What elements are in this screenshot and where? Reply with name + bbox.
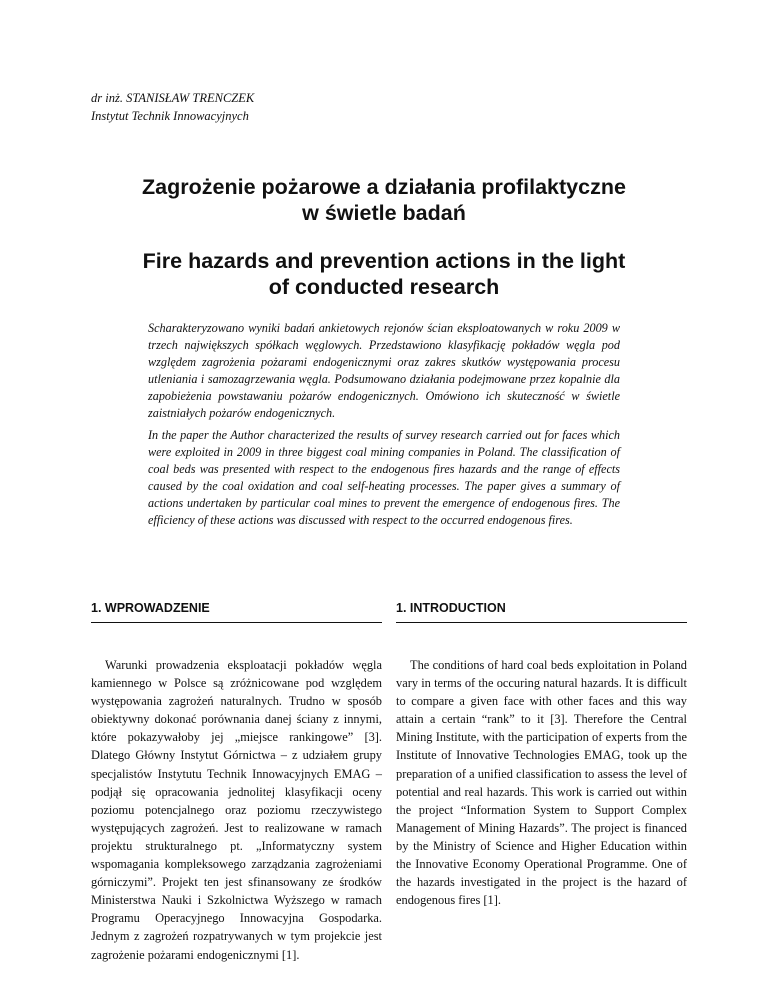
body-text-english xyxy=(396,656,687,909)
abstract-polish: Scharakteryzowano wyniki badań ankietowych rejonów ścian eksploatowanych w roku 2009 w trzech największych spółkach węglowych. Przedstawiono klasyfikację pokładów węgla pod względem zagrożenia pożarami endogenicznymi oraz zakres skutków występowania procesu utleniania i samozagrzewania węgla. Podsumowano działania podejmowane przez kopalnie dla zapobieżenia powstawaniu pożarów endogenicznych. Omówiono ich skuteczność w świetle zaistniałych pożarów endogenicznych. xyxy=(148,321,620,420)
title-polish-line-1: Zagrożenie pożarowe a działania profilaktyczne xyxy=(142,175,626,199)
title-polish xyxy=(100,174,668,226)
title-english-line-1: Fire hazards and prevention actions in the light xyxy=(142,249,626,273)
section-rule-polish xyxy=(91,622,382,623)
title-english-line-2: of conducted research xyxy=(268,275,500,299)
author-name: dr inż. STANISŁAW TRENCZEK xyxy=(91,91,255,105)
section-heading-polish: 1. WPROWADZENIE xyxy=(91,601,210,615)
author-block xyxy=(91,89,491,125)
title-polish-line-2: w świetle badań xyxy=(302,201,466,225)
section-heading-english: 1. INTRODUCTION xyxy=(396,601,506,615)
body-text-polish xyxy=(91,656,382,964)
abstract-english: In the paper the Author characterized the results of survey research carried out for faces which were exploited in 2009 in three biggest coal mining companies in Poland. The classification of coal beds was presented with respect to the endogenous fires hazards and the range of effects caused by the coal oxidation and coal self-heating processes. The paper gives a summary of actions undertaken by particular coal mines to prevent the emergence of endogenous fires. The efficiency of these actions was discussed with respect to the occurred endogenous fires. xyxy=(148,428,620,527)
title-english xyxy=(100,248,668,300)
author-affiliation: Instytut Technik Innowacyjnych xyxy=(91,109,249,123)
paragraph-english: The conditions of hard coal beds exploitation in Poland vary in terms of the occuring natural hazards. It is difficult to compare a given face with other faces and this way attain a certain “rank” to it [3]. Therefore the Central Mining Institute, with the participation of experts from the Institute of Innovative Technologies EMAG, took up the preparation of a unified classification to assess the level of potential and real hazards. This work is carried out within the project “Information System to Support Complex Management of Mining Hazards”. The project is financed by the Ministry of Science and Higher Education within the Innovative Economy Operational Programme. One of the hazards investigated in the project is the hazard of endogenous fires [1]. xyxy=(396,658,687,908)
paragraph-polish: Warunki prowadzenia eksploatacji pokładów węgla kamiennego w Polsce są zróżnicowane pod względem występowania zagrożeń naturalnych. Trudno w sposób obiektywny dokonać porównania danej ściany z innymi, które pokazywałoby jej „miejsce rankingowe” [3]. Dlatego Główny Instytut Górnictwa – z udziałem grupy specjalistów Instytutu Technik Innowacyjnych EMAG – podjął się opracowania jednolitej klasyfikacji oceny poziomu potencjalnego oraz poziomu rzeczywistego występujących zagrożeń. Jest to realizowane w ramach projektu strukturalnego pt. „Informatyczny system wspomagania kompleksowego zarządzania zagrożeniami górniczymi”. Projekt ten jest sfinansowany ze środków Ministerstwa Nauki i Szkolnictwa Wyższego w ramach Programu Operacyjnego Innowacyjna Gospodarka. Jednym z zagrożeń rozpatrywanych w tym projekcie jest zagrożenie pożarami endogenicznymi [1]. xyxy=(91,658,382,962)
section-rule-english xyxy=(396,622,687,623)
